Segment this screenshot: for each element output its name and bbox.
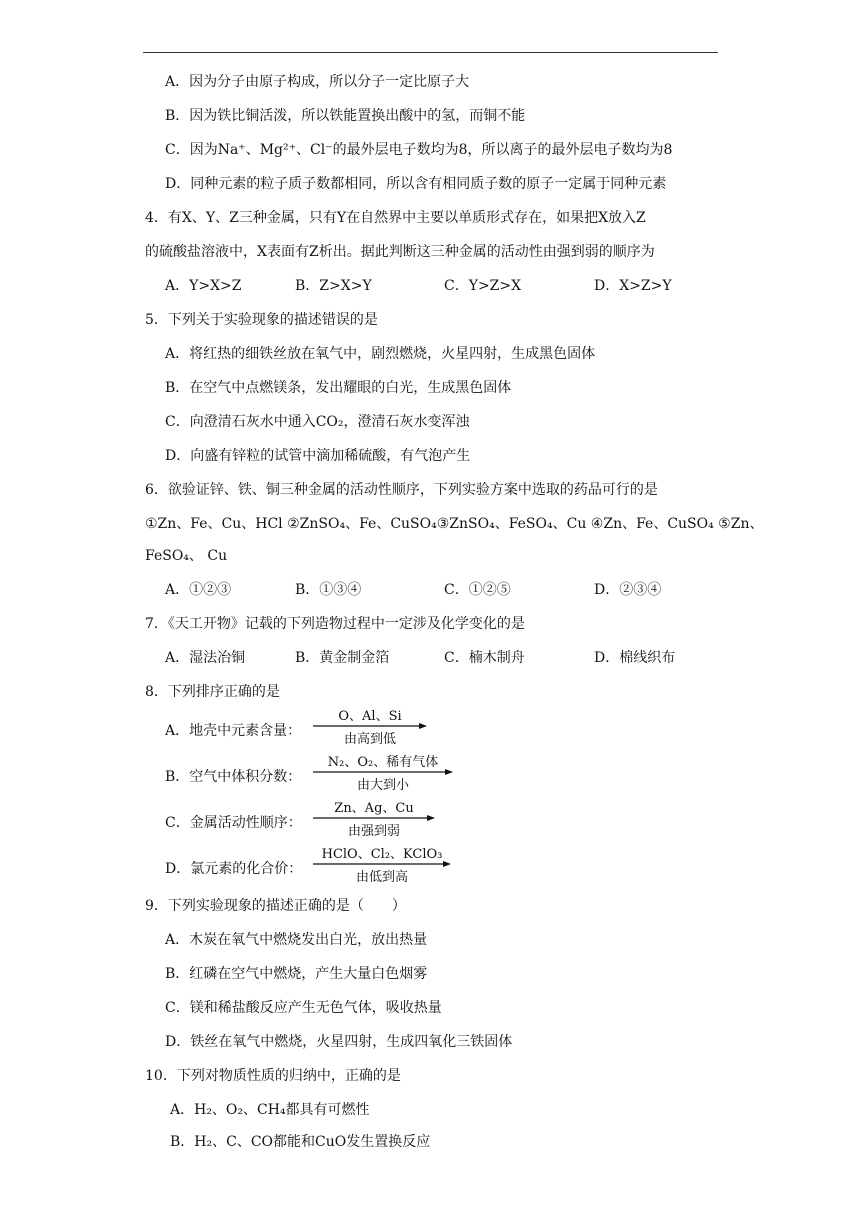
q3-option-b: B．因为铁比铜活泼，所以铁能置换出酸中的氢，而铜不能 xyxy=(165,108,526,124)
q3-option-a: A．因为分子由原子构成，所以分子一定比原子大 xyxy=(165,74,470,90)
q8-option-a-arrow xyxy=(313,708,427,754)
q7-stem: 7．《天工开物》记载的下列造物过程中一定涉及化学变化的是 xyxy=(145,616,525,632)
q8-option-b-order: 由大到小 xyxy=(356,778,409,793)
q5-option-d: D．向盛有锌粒的试管中滴加稀硫酸，有气泡产生 xyxy=(165,448,471,464)
q8-option-d-order: 由低到高 xyxy=(355,870,408,885)
q8-option-d xyxy=(165,846,465,892)
q10-stem: 10．下列对物质性质的归纳中，正确的是 xyxy=(145,1068,401,1084)
q5-option-a: A．将红热的细铁丝放在氧气中，剧烈燃烧，火星四射，生成黑色固体 xyxy=(165,346,596,362)
q4-option-d: D．X>Z>Y xyxy=(594,278,672,294)
q5-option-b: B．在空气中点燃镁条，发出耀眼的白光，生成黑色固体 xyxy=(165,380,512,396)
q8-stem: 8．下列排序正确的是 xyxy=(145,684,280,700)
q8-option-a xyxy=(165,708,465,754)
q6-stem-line3: FeSO₄、 Cu xyxy=(145,548,228,564)
q6-stem-line2: ①Zn、Fe、Cu、HCl ②ZnSO₄、Fe、CuSO₄③ZnSO₄、FeSO₄、Cu ④Zn、Fe、CuSO₄ ⑤Zn、 xyxy=(145,516,764,532)
q8-option-c-items: Zn、Ag、Cu xyxy=(334,801,414,816)
q4-option-c: C．Y>Z>X xyxy=(444,278,522,294)
q5-option-c: C．向澄清石灰水中通入CO₂，澄清石灰水变浑浊 xyxy=(165,414,470,430)
q8-option-c xyxy=(165,800,465,846)
q6-option-d: D．②③④ xyxy=(594,582,662,598)
q6-option-a: A．①②③ xyxy=(165,582,232,598)
q8-option-a-label: A．地壳中元素含量： xyxy=(165,723,302,739)
right-arrow-icon xyxy=(313,814,435,822)
q8-option-c-arrow xyxy=(313,800,435,846)
q8-option-c-label: C．金属活动性顺序： xyxy=(165,815,302,831)
q9-option-b: B．红磷在空气中燃烧，产生大量白色烟雾 xyxy=(165,966,428,982)
q8-option-a-order: 由高到低 xyxy=(343,732,396,747)
q7-option-a: A．湿法冶铜 xyxy=(165,650,246,666)
q8-option-b-arrow xyxy=(313,754,453,800)
q10-option-a: A．H₂、O₂、CH₄都具有可燃性 xyxy=(170,1102,370,1118)
right-arrow-icon xyxy=(313,768,453,776)
q8-option-a-items: O、Al、Si xyxy=(338,709,402,724)
q4-stem-line2: 的硫酸盐溶液中，X表面有Z析出。据此判断这三种金属的活动性由强到弱的顺序为 xyxy=(145,244,655,260)
q8-option-d-items: HClO、Cl₂、KClO₃ xyxy=(321,847,443,862)
q4-stem-line1: 4．有X、Y、Z三种金属，只有Y在自然界中主要以单质形式存在，如果把X放入Z xyxy=(145,210,646,226)
q5-stem: 5．下列关于实验现象的描述错误的是 xyxy=(145,312,378,328)
q9-option-a: A．木炭在氧气中燃烧发出白光，放出热量 xyxy=(165,932,428,948)
q8-option-b xyxy=(165,754,465,800)
q3-option-c: C．因为Na⁺、Mg²⁺、Cl⁻的最外层电子数均为8，所以离子的最外层电子数均为8 xyxy=(165,142,673,158)
q6-option-c: C．①②⑤ xyxy=(444,582,511,598)
q7-option-d: D．棉线织布 xyxy=(594,650,676,666)
q9-option-d: D．铁丝在氧气中燃烧，火星四射，生成四氧化三铁固体 xyxy=(165,1034,513,1050)
q8-option-b-label: B．空气中体积分数： xyxy=(165,769,302,785)
q8-option-c-order: 由强到弱 xyxy=(347,824,400,839)
q3-option-d: D．同种元素的粒子质子数都相同，所以含有相同质子数的原子一定属于同种元素 xyxy=(165,176,667,192)
q7-option-c: C．楠木制舟 xyxy=(444,650,525,666)
q7-option-b: B．黄金制金箔 xyxy=(295,650,390,666)
q6-option-b: B．①③④ xyxy=(295,582,362,598)
q8-option-d-label: D．氯元素的化合价： xyxy=(165,861,303,877)
right-arrow-icon xyxy=(313,860,451,868)
q6-stem-line1: 6．欲验证锌、铁、铜三种金属的活动性顺序，下列实验方案中选取的药品可行的是 xyxy=(145,482,658,498)
q8-option-d-arrow xyxy=(313,846,451,892)
q4-option-a: A．Y>X>Z xyxy=(165,278,242,294)
q9-stem: 9．下列实验现象的描述正确的是（ ） xyxy=(145,898,406,914)
q10-option-b: B．H₂、C、CO都能和CuO发生置换反应 xyxy=(170,1134,431,1150)
right-arrow-icon xyxy=(313,722,427,730)
q4-option-b: B．Z>X>Y xyxy=(295,278,372,294)
q9-option-c: C．镁和稀盐酸反应产生无色气体，吸收热量 xyxy=(165,1000,442,1016)
q8-option-b-items: N₂、O₂、稀有气体 xyxy=(327,755,439,770)
header-rule xyxy=(143,52,718,53)
